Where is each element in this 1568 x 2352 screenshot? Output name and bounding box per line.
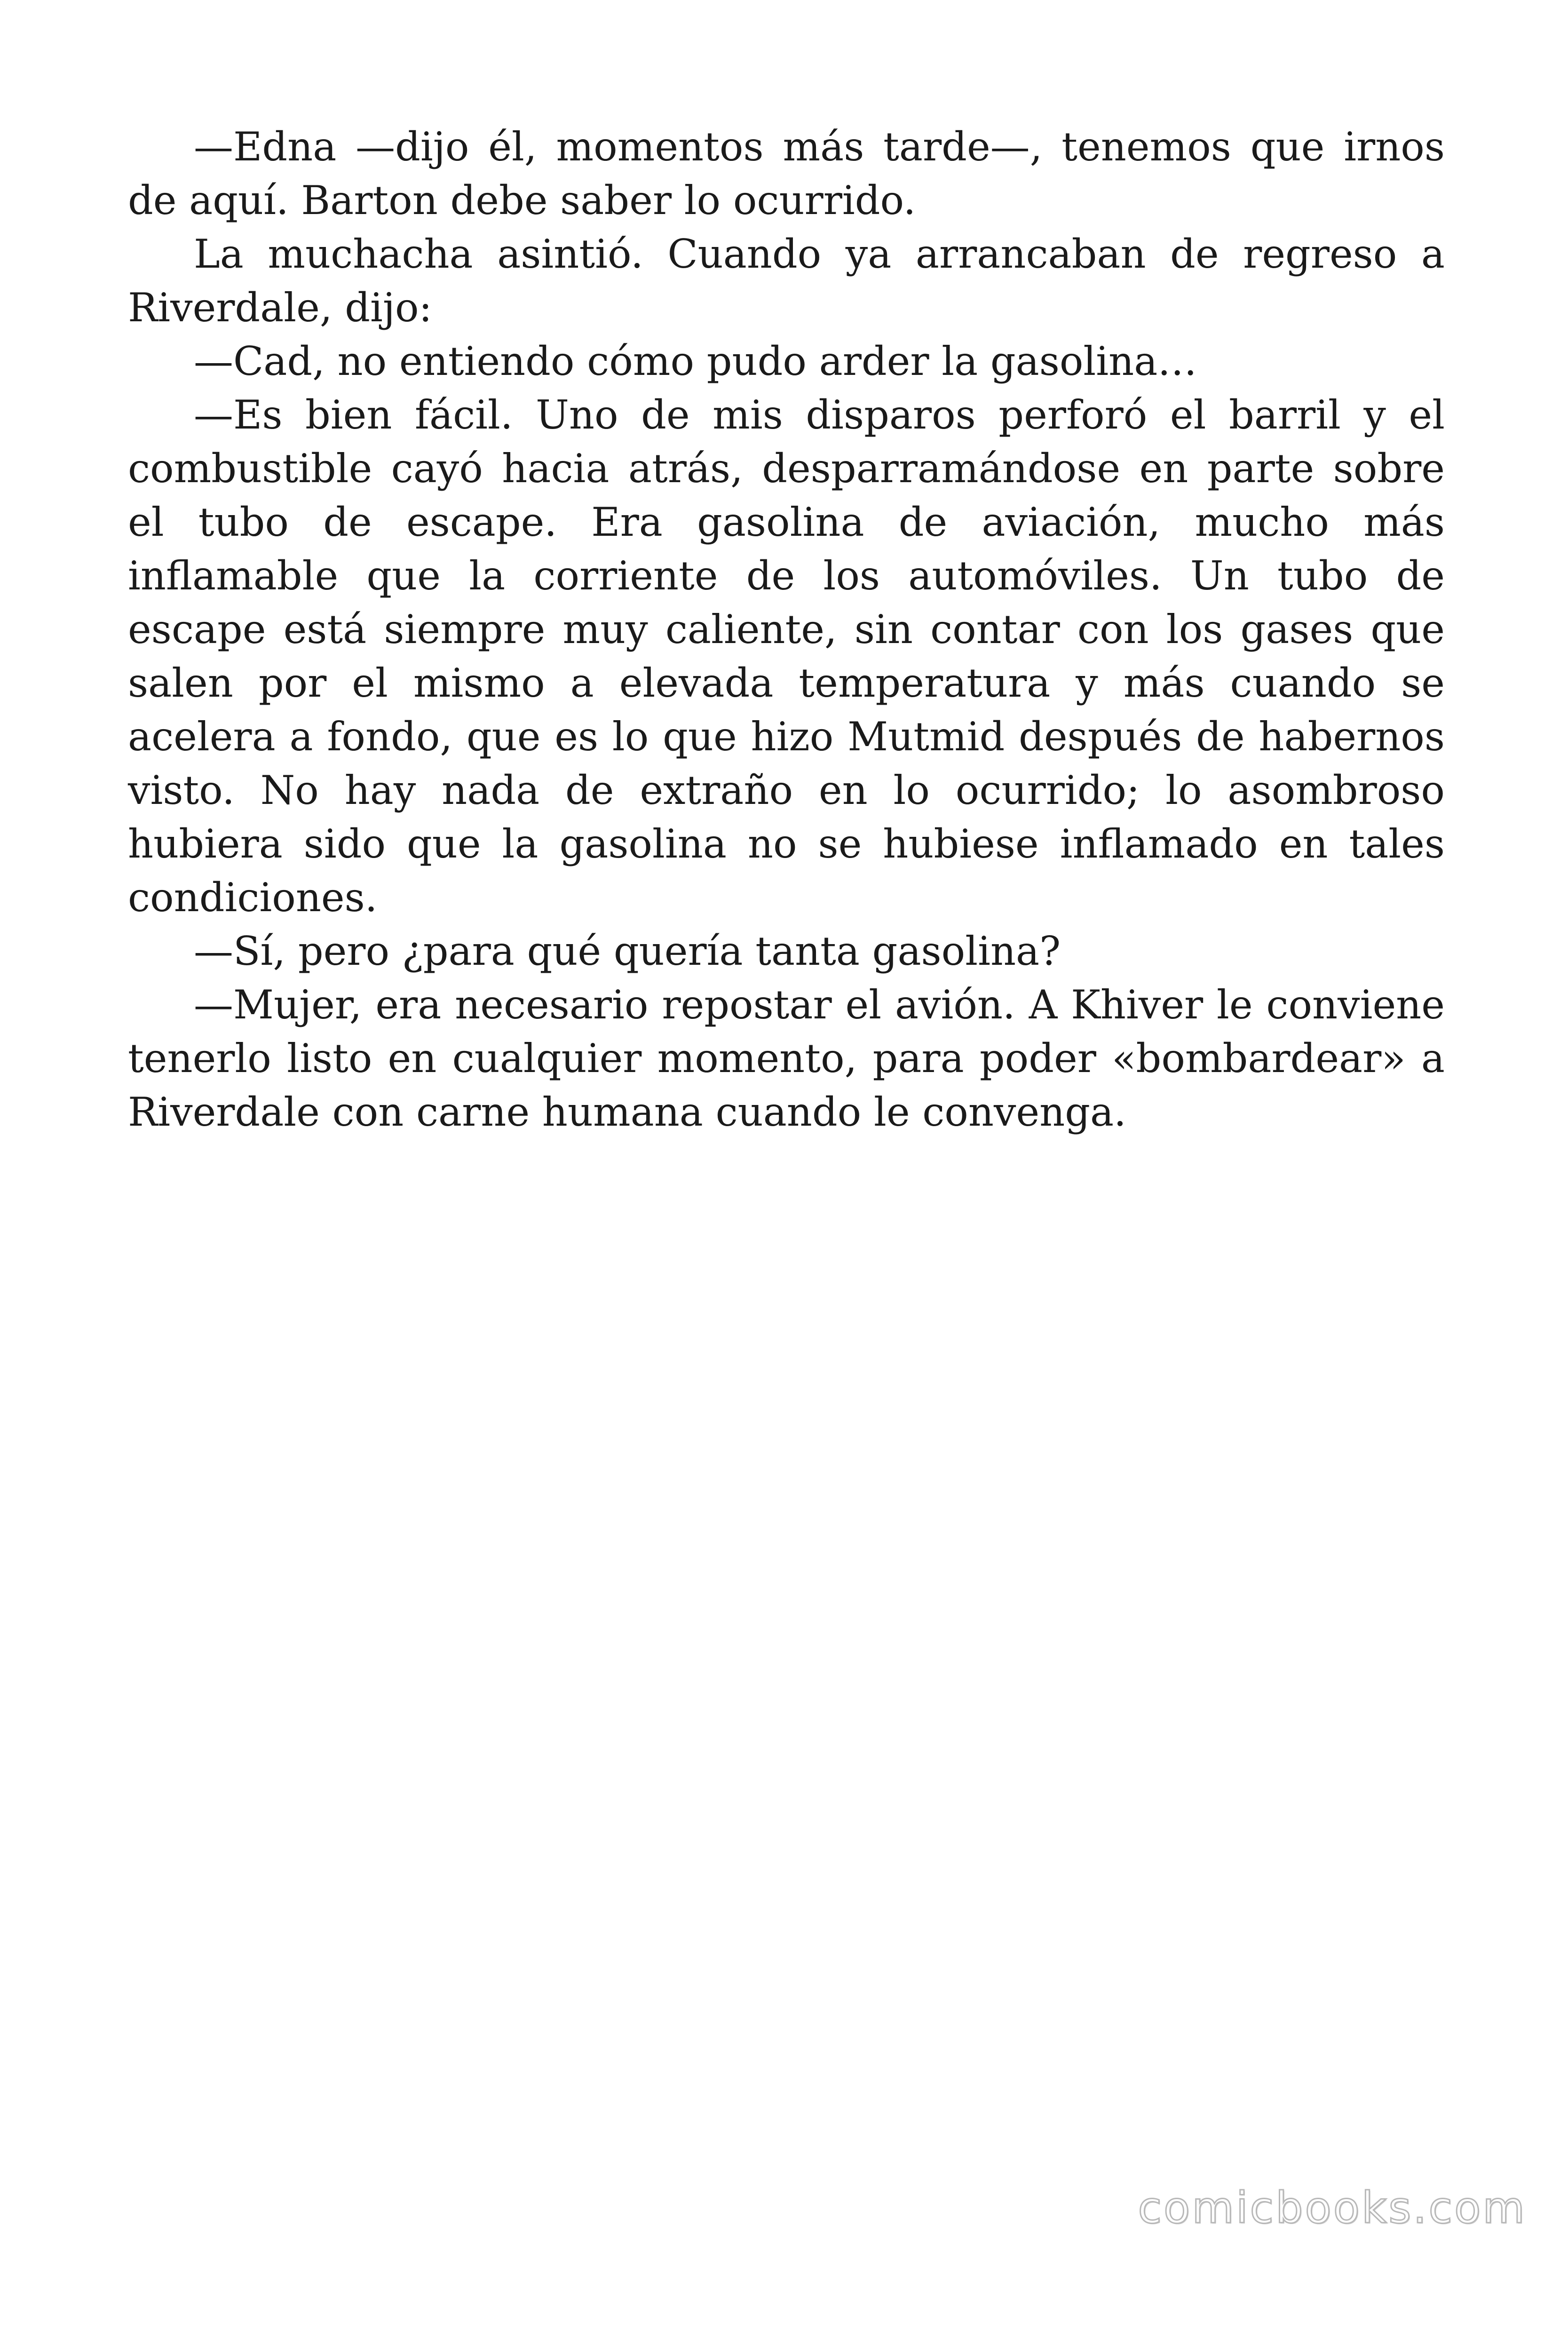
paragraph: —Edna —dijo él, momentos más tarde—, tenemos que irnos de aquí. Barton debe saber lo ocurrido. (128, 124, 1445, 223)
paragraph: —Es bien fácil. Uno de mis disparos perforó el barril y el combustible cayó hacia atrás, desparramándose en parte sobre el tubo de escape. Era gasolina de aviación, mucho más inflamable que la corriente de los automóviles. Un tubo de escape está siempre muy caliente, sin contar con los gases que salen por el mismo a elevada temperatura y más cuando se acelera a fondo, que es lo que hizo Mutmid después de habernos visto. No hay nada de extraño en lo ocurrido; lo asombroso hubiera sido que la gasolina no se hubiese inflamado en tales condiciones. (128, 392, 1445, 921)
paragraph: La muchacha asintió. Cuando ya arrancaban de regreso a Riverdale, dijo: (128, 231, 1445, 331)
body-text (128, 120, 1445, 1139)
paragraph: —Cad, no entiendo cómo pudo arder la gasolina… (194, 338, 1197, 384)
paragraph: —Sí, pero ¿para qué quería tanta gasolina? (194, 928, 1061, 974)
watermark: comicbooks.com (1138, 2183, 1527, 2233)
paragraph: —Mujer, era necesario repostar el avión. A Khiver le conviene tenerlo listo en cualquier momento, para poder «bombardear» a Riverdale con carne humana cuando le convenga. (128, 982, 1445, 1135)
